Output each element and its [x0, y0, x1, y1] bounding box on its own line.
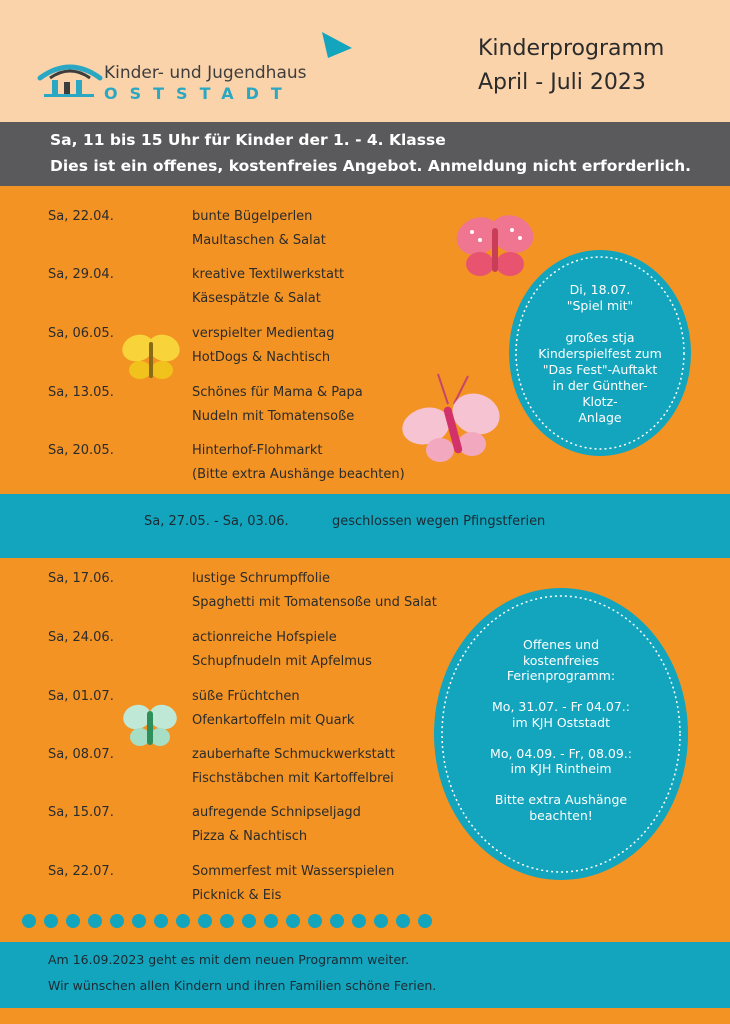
schedule-food: Käsespätzle & Salat	[192, 291, 321, 306]
footer-line-2: Wir wünschen allen Kindern und ihren Familien schöne Ferien.	[48, 978, 437, 993]
green-butterfly-icon	[120, 697, 180, 753]
schedule-food: Spaghetti mit Tomatensoße und Salat	[192, 595, 437, 610]
holiday-line: Mo, 31.07. - Fr 04.07.:	[492, 699, 630, 714]
footer-line-1: Am 16.09.2023 geht es mit dem neuen Programm weiter.	[48, 952, 410, 967]
dot	[154, 914, 168, 928]
schedule-date: Sa, 29.04.	[48, 267, 114, 282]
dot	[352, 914, 366, 928]
event-line: "Spiel mit"	[566, 298, 634, 313]
schedule-activity: süße Früchtchen	[192, 689, 300, 704]
header-band	[0, 0, 730, 122]
dot	[22, 914, 36, 928]
yellow-butterfly-icon	[118, 326, 184, 388]
schedule-food: HotDogs & Nachtisch	[192, 350, 331, 365]
schedule-food: Ofenkartoffeln mit Quark	[192, 713, 355, 728]
holiday-line: kostenfreies	[522, 652, 600, 668]
event-line: großes stja	[565, 330, 635, 345]
holiday-spacer	[432, 777, 690, 793]
schedule-food: Maultaschen & Salat	[192, 233, 326, 248]
event-line: in der Günther-	[552, 378, 648, 393]
schedule-date: Sa, 06.05.	[48, 326, 114, 341]
dot	[374, 914, 388, 928]
schedule-food: Nudeln mit Tomatensoße	[192, 409, 355, 424]
event-announcement	[507, 282, 693, 426]
notice-line-2: Dies ist ein offenes, kostenfreies Angebot. Anmeldung nicht erforderlich.	[50, 157, 692, 175]
schedule-date: Sa, 08.07.	[48, 747, 114, 762]
dot	[66, 914, 80, 928]
holiday-line: Ferienprogramm:	[506, 668, 616, 683]
dot	[132, 914, 146, 928]
schedule-food: Picknick & Eis	[192, 888, 282, 903]
schedule-date: Sa, 15.07.	[48, 805, 114, 820]
holiday-line: im KJH Oststadt	[511, 714, 611, 730]
schedule-food: Schupfnudeln mit Apfelmus	[192, 654, 372, 669]
dot	[242, 914, 256, 928]
schedule-activity: lustige Schrumpffolie	[192, 571, 330, 586]
schedule-activity: Hinterhof-Flohmarkt	[192, 443, 323, 458]
event-line: Anlage	[578, 410, 622, 425]
schedule-activity: kreative Textilwerkstatt	[192, 267, 345, 282]
triangle-icon	[318, 30, 354, 60]
dot	[286, 914, 300, 928]
schedule-activity: bunte Bügelperlen	[192, 209, 313, 224]
dot	[110, 914, 124, 928]
holiday-line: Mo, 04.09. - Fr, 08.09.:	[490, 745, 632, 761]
schedule-food: (Bitte extra Aushänge beachten)	[192, 467, 405, 482]
program-period: April - Juli 2023	[478, 70, 646, 95]
holiday-line: beachten!	[529, 807, 593, 823]
schedule-date: Sa, 20.05.	[48, 443, 114, 458]
pink-butterfly-icon	[400, 368, 504, 470]
schedule-date: Sa, 24.06.	[48, 630, 114, 645]
event-line: Klotz-	[582, 394, 618, 409]
logo-subname: OSTSTADT	[104, 84, 294, 103]
dot	[330, 914, 344, 928]
dot	[176, 914, 190, 928]
dot	[418, 914, 432, 928]
schedule-food: Pizza & Nachtisch	[192, 829, 308, 844]
dot	[308, 914, 322, 928]
notice-line-1: Sa, 11 bis 15 Uhr für Kinder der 1. - 4. Klasse	[50, 131, 446, 149]
holiday-program	[432, 637, 690, 823]
dot	[220, 914, 234, 928]
schedule-date: Sa, 01.07.	[48, 689, 114, 704]
event-line: Kinderspielfest zum	[538, 346, 662, 361]
schedule-date: Sa, 13.05.	[48, 385, 114, 400]
house-logo-icon	[36, 54, 106, 104]
logo-name: Kinder- und Jugendhaus	[104, 63, 307, 83]
holiday-line: Bitte extra Aushänge	[494, 792, 628, 807]
closure-reason: geschlossen wegen Pfingstferien	[332, 514, 546, 529]
holiday-line: Offenes und	[522, 637, 600, 652]
schedule-activity: zauberhafte Schmuckwerkstatt	[192, 747, 395, 762]
program-title: Kinderprogramm	[478, 36, 665, 61]
holiday-line: im KJH Rintheim	[510, 761, 612, 776]
schedule-activity: Schönes für Mama & Papa	[192, 385, 363, 400]
schedule-activity: verspielter Medientag	[192, 326, 335, 341]
holiday-spacer	[432, 730, 690, 746]
dot	[88, 914, 102, 928]
dot	[198, 914, 212, 928]
schedule-activity: Sommerfest mit Wasserspielen	[192, 864, 395, 879]
event-spacer	[507, 314, 693, 330]
schedule-food: Fischstäbchen mit Kartoffelbrei	[192, 771, 394, 786]
closure-dates: Sa, 27.05. - Sa, 03.06.	[144, 514, 289, 529]
dot	[264, 914, 278, 928]
event-line: Di, 18.07.	[569, 282, 631, 297]
schedule-activity: actionreiche Hofspiele	[192, 630, 337, 645]
schedule-activity: aufregende Schnipseljagd	[192, 805, 361, 820]
schedule-date: Sa, 22.04.	[48, 209, 114, 224]
dot	[396, 914, 410, 928]
schedule-date: Sa, 17.06.	[48, 571, 114, 586]
dot	[44, 914, 58, 928]
event-line: "Das Fest"-Auftakt	[542, 362, 658, 377]
schedule-date: Sa, 22.07.	[48, 864, 114, 879]
holiday-spacer	[432, 684, 690, 700]
